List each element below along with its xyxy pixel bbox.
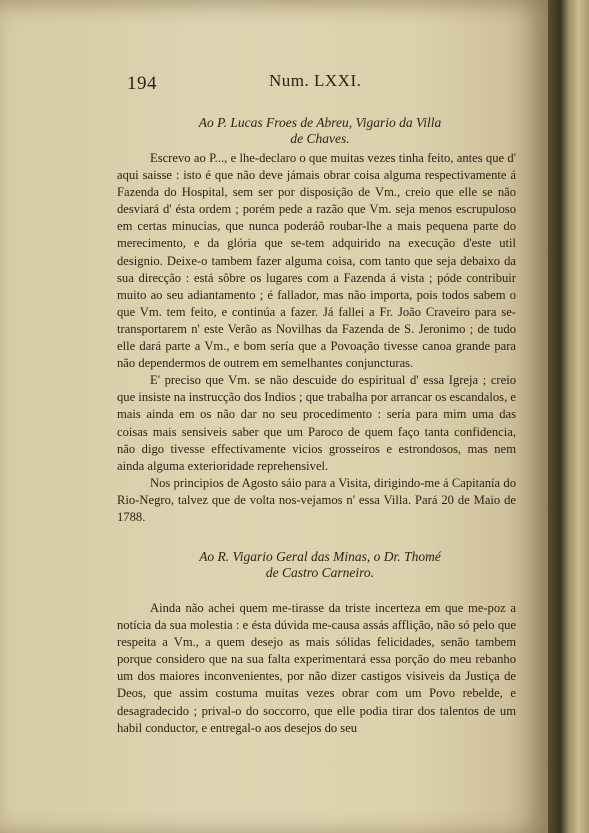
letter-body (117, 600, 516, 737)
paragraph: E' preciso que Vm. se não descuide do espiritual d' essa Igreja ; creio que insiste na instrucção dos Indios ; que trabalha por arrancar os escandalos, e mais ainda em os não dar no seu procedimento : sería para mim uma das coisas mais sensiveis saber que um Paroco de quem faço tanta confidencia, não digo tivesse effectivamente vicios grosseiros e estrondosos, mas nem ainda alguma exterioridade reprehensivel. (117, 373, 516, 473)
letter-heading-line: de Castro Carneiro. (265, 565, 375, 580)
next-page-edge (568, 0, 589, 833)
letter-heading-line: Ao P. Lucas Froes de Abreu, Vigario da Villa (198, 115, 442, 130)
letter-heading-line: de Chaves. (290, 131, 350, 146)
letter-body (117, 148, 516, 526)
running-head: Num. LXXI. (269, 71, 362, 90)
letter-heading (160, 115, 480, 147)
page-number: 194 (127, 73, 157, 94)
paragraph: Nos principios de Agosto sáio para a Visita, dirigindo-me á Capitanía do Rio-Negro, talvez que de volta nos-vejamos n' essa Villa. Pará 20 de Maio de 1788. (117, 475, 516, 524)
letter-heading (160, 549, 480, 581)
paragraph: Escrevo ao P..., e lhe-declaro o que muitas vezes tinha feito, antes que d' aqui saisse : isto é que não deve jámais obrar coisa alguma respectivamente á Fazenda do Hospital, sem ser por disposição de Vm., creio que elle se não desviará d' ésta ordem ; porém pede a razão que Vm. seja menos escrupuloso em certas minucias, que nunca poderáõ roubar-lhe a mais pequena parte do merecimento, e da glória que se-tem adquirido na execução d'este util designio. Deixe-o tambem fazer alguma coisa, com tanto que seja debaixo da sua direcção : está sôbre os lugares com a Fazenda á vista ; póde contribuir muito ao seu adiantamento ; é fallador, mas não importa, pois todos sabem o que Vm. tem feito, e continúa a fazer. Já fallei a Fr. João Craveiro para se-transportarem n' este Verão as Novilhas da Fazenda de S. Jeronimo ; de tudo elle dará parte a Vm., e bom sería que a Povoação tivesse canoa grande para não dependermos de outrem em semelhantes conjuncturas. (117, 151, 516, 371)
paragraph: Ainda não achei quem me-tirasse da triste incerteza em que me-poz a notícia da sua molestia : e ésta dúvida me-causa assás afflição, não só pelo que respeita a Vm., a quem desejo as mais sólidas felicidades, senão tambem porque considero que na sua falta experimentará essa porção do meu rebanho um dos maiores inconvenientes, por não dizer castigos visiveis da Justiça de Deos, que assim costuma muitas vezes obrar com um Povo rebelde, e desagradecido ; prival-o do soccorro, que elle podia tirar dos talentos de um habil conductor, e entregal-o aos desejos do seu (117, 601, 516, 735)
letter-heading-line: Ao R. Vigario Geral das Minas, o Dr. Thomé (199, 549, 441, 564)
